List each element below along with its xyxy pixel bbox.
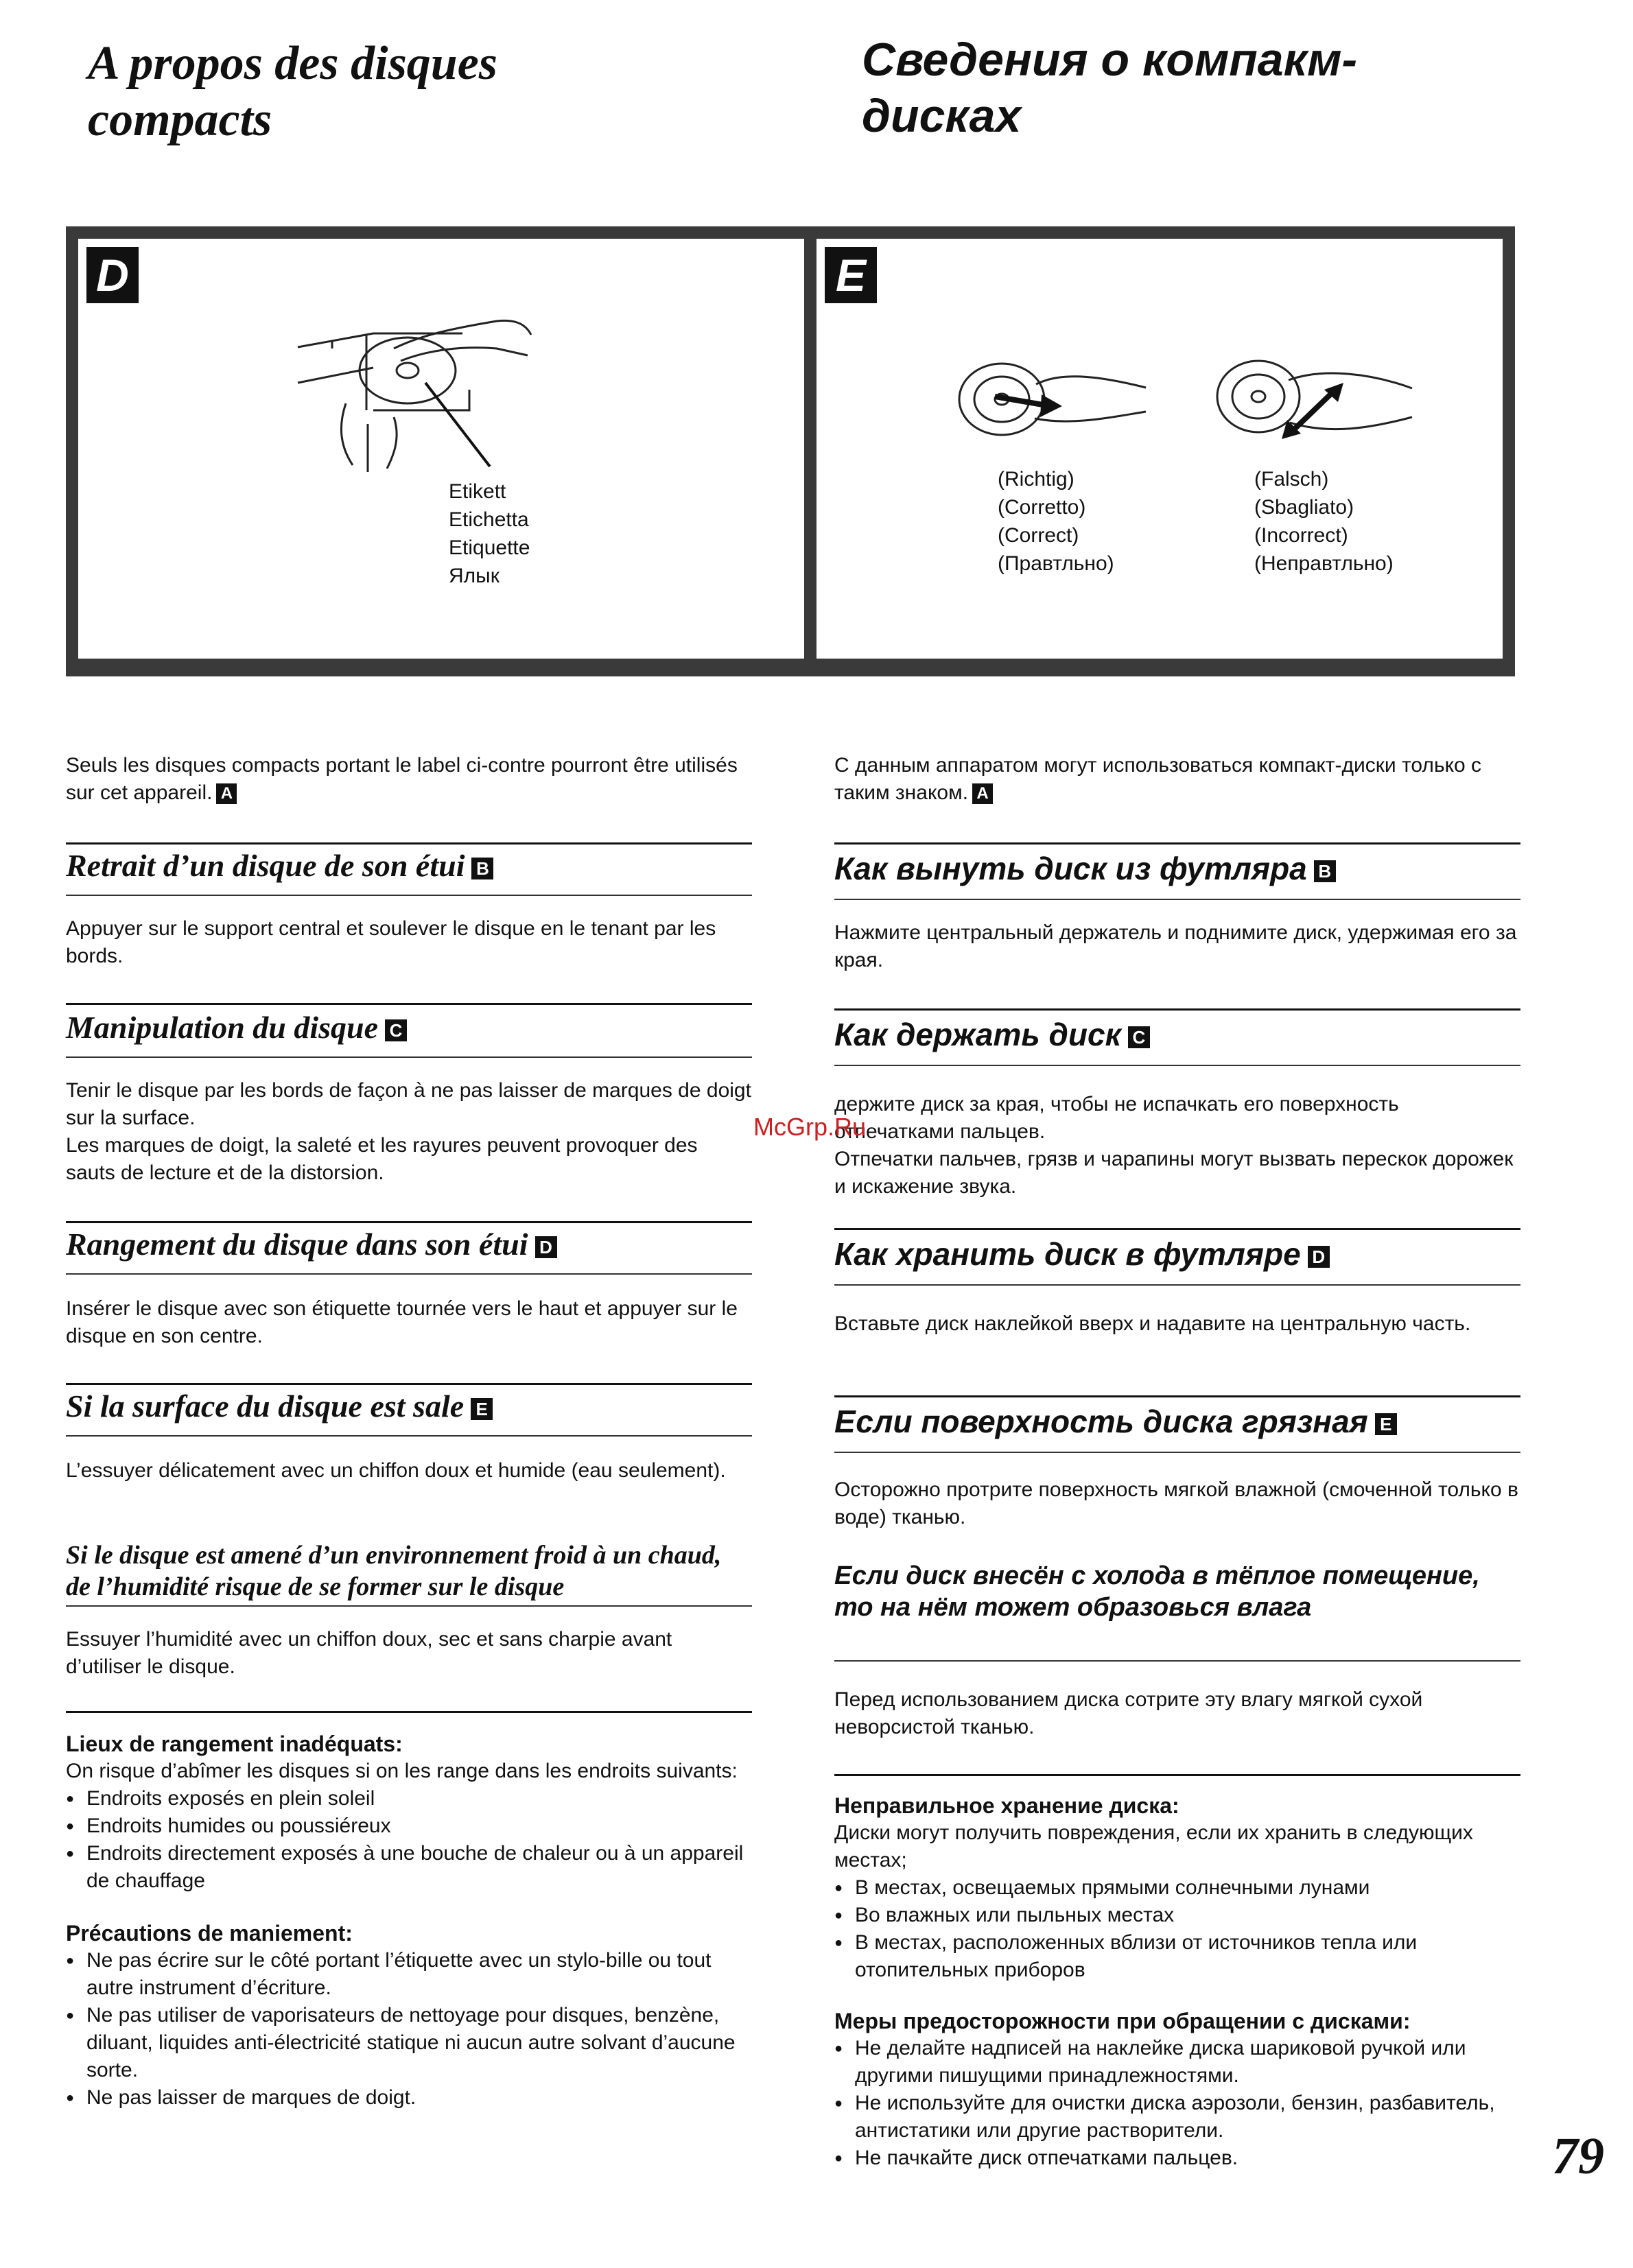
ru-text-condensation: Перед использованием диска сотрите эту влагу мягкой сухой неворсистой тканью. — [834, 1688, 1423, 1738]
fr-text-storing: Insérer le disque avec son étiquette tournée vers le haut et appuyer sur le disque en son centre. — [66, 1297, 738, 1347]
panel-badge-d: D — [86, 247, 139, 303]
ref-badge: B — [1314, 860, 1336, 882]
section-rule — [66, 1435, 752, 1437]
list-item: ● Endroits humides ou poussiéreux — [66, 1812, 752, 1840]
fr-heading-dirty: Si la surface du disque est sale E — [66, 1387, 493, 1426]
list-item: ● В местах, освещаемых прямыми солнечными лунами — [834, 1874, 1520, 1902]
section-rule — [66, 895, 752, 896]
incorrect-wipe-illustration — [1213, 354, 1419, 450]
section-rule — [66, 1605, 752, 1607]
section-rule — [834, 1452, 1520, 1453]
fr-storage-block: Lieux de rangement inadéquats: On risque d’abîmer les disques si on les range dans les endroits suivants: ● Endroits exposés en plein soleil ● Endroits humides ou poussiéreux ● Endroits directement exposés à une bouche de chaleur ou à un appareil de chauffage Précautions de maniement: ● Ne pas écrire sur le côté portant l’étiquette avec un stylo-bille ou tout autre instrument d’écriture. ● Ne pas utiliser de vaporisateurs de nettoyage pour disques, benzène, diluant, liquides anti-électricité statique ni aucun autre solvant d’aucune sorte. ● Ne pas laisser de marques de doigt. — [66, 1730, 752, 2112]
section-rule — [834, 1774, 1520, 1776]
list-item: ● Endroits directement exposés à une bouche de chaleur ou à un appareil de chauffage — [66, 1840, 752, 1895]
label-list-incorrect: (Falsch) (Sbagliato) (Incorrect) (Неправтльно) — [1254, 468, 1394, 575]
list-item: ● Endroits exposés en plein soleil — [66, 1785, 752, 1812]
ru-heading-dirty: Если поверхность диска грязная E — [834, 1402, 1397, 1441]
section-rule — [834, 1008, 1520, 1011]
ru-handling-heading: Меры предосторожности при обращении с дисками: — [834, 2009, 1411, 2033]
ru-heading-handling: Как держать диск C — [834, 1015, 1150, 1054]
section-rule — [66, 1056, 752, 1058]
fr-heading-storing: Rangement du disque dans son étui D — [66, 1225, 557, 1264]
ref-badge: C — [1128, 1026, 1150, 1048]
list-item: ● В местах, расположенных вблизи от источников тепла или отопительных приборов — [834, 1929, 1520, 1984]
ru-heading-condensation: Если диск внесён с холода в тёплое помещение, то на нём тожет образовься влага — [834, 1561, 1480, 1622]
fr-storage-heading: Lieux de rangement inadéquats: — [66, 1732, 403, 1756]
fr-intro: Seuls les disques compacts portant le label ci-contre pourront être utilisés sur cet appareil. A — [66, 754, 738, 804]
fr-text-condensation: Essuyer l’humidité avec un chiffon doux, sec et sans charpie avant d’utiliser le disque. — [66, 1628, 672, 1678]
label-list-correct: (Richtig) (Corretto) (Correct) (Правтльно) — [998, 468, 1114, 575]
panel-badge-e: E — [825, 247, 877, 303]
fr-heading-condensation: Si le disque est amené d’un environnement froid à un chaud, de l’humidité risque de se former sur le disque — [66, 1541, 722, 1601]
list-item: ● Ne pas utiliser de vaporisateurs de nettoyage pour disques, benzène, diluant, liquides anti-électricité statique ni aucun autre solvant d’aucune sorte. — [66, 2002, 752, 2084]
ru-storage-list — [834, 1874, 1520, 1984]
section-rule — [834, 899, 1520, 900]
list-item: ● Ne pas laisser de marques de doigt. — [66, 2084, 752, 2112]
fr-text-remove: Appuyer sur le support central et soulever le disque en le tenant par les bords. — [66, 917, 716, 967]
section-rule — [834, 1065, 1520, 1066]
page-number: 79 — [1552, 2127, 1604, 2185]
ru-text-handling: держите диск за края, чтобы не испачкать его поверхность отпечатками пальцев. Отпечатки пальчев, грязв и чарапины могут вызвать перескок дорожек и искажение звука. — [834, 1093, 1514, 1198]
section-rule — [834, 842, 1520, 844]
list-item: ● Не пачкайте диск отпечатками пальцев. — [834, 2145, 1520, 2172]
ru-storage-block: Неправильное хранение диска: Диски могут получить повреждения, если их хранить в следующих местах; ● В местах, освещаемых прямыми солнечными лунами ● Во влажных или пыльных местах ● В местах, расположенных вблизи от источников тепла или отопительных приборов Меры предосторожности при обращении с дисками: ● Не делайте надписей на наклейке диска шариковой ручкой или другими пишущими принадлежностями. ● Не используйте для очистки диска аэрозоли, бензин, разбавитель, антистатики или другие растворители. ● Не пачкайте диск отпечатками пальцев. — [834, 1792, 1520, 2172]
ref-badge: B — [471, 858, 493, 879]
figure-panel-e — [816, 239, 1503, 659]
section-rule — [66, 1273, 752, 1275]
ru-handling-list — [834, 2035, 1520, 2172]
fr-storage-list — [66, 1785, 752, 1895]
ref-badge: D — [535, 1236, 557, 1258]
ru-storage-heading: Неправильное хранение диска: — [834, 1793, 1179, 1818]
ref-badge: E — [1375, 1413, 1397, 1435]
page-title-fr: A propos des disques compacts — [88, 37, 498, 146]
fr-handling-heading: Précautions de maniement: — [66, 1921, 353, 1946]
ref-badge: A — [972, 783, 993, 804]
section-rule — [834, 1660, 1520, 1662]
figure-panel-d — [78, 239, 804, 659]
section-rule — [834, 1395, 1520, 1397]
list-item: ● Ne pas écrire sur le côté portant l’étiquette avec un stylo-bille ou tout autre instrument d’écriture. — [66, 1947, 752, 2002]
ru-heading-storing: Как хранить диск в футляре D — [834, 1235, 1330, 1273]
fr-heading-remove: Retrait d’un disque de son étui B — [66, 847, 493, 885]
section-rule — [66, 1711, 752, 1713]
watermark: McGrp.Ru — [753, 1113, 867, 1141]
section-rule — [66, 842, 752, 844]
section-rule — [834, 1228, 1520, 1230]
correct-wipe-illustration — [954, 357, 1153, 439]
ru-text-remove: Нажмите центральный держатель и поднимите диск, удержимая его за края. — [834, 921, 1517, 971]
ref-badge: A — [216, 783, 237, 804]
page-title-ru: Сведения о компакм- дисках — [862, 34, 1358, 142]
ref-badge: C — [385, 1019, 407, 1041]
fr-text-handling: Tenir le disque par les bords de façon à ne pas laisser de marques de doigt sur la surface. Les marques de doigt, la saleté et les rayures peuvent provoquer des sauts de lecture et de la distorsion. — [66, 1079, 751, 1184]
ru-heading-remove: Как вынуть диск из футляра B — [834, 849, 1336, 888]
ref-badge: D — [1308, 1246, 1330, 1268]
list-item: ● Не делайте надписей на наклейке диска шариковой ручкой или другими пишущими принадлежностями. — [834, 2035, 1520, 2090]
label-list-d: Etikett Etichetta Etiquette Ялык — [449, 480, 530, 587]
section-rule — [66, 1003, 752, 1005]
list-item: ● Во влажных или пыльных местах — [834, 1902, 1520, 1929]
list-item: ● Не используйте для очистки диска аэрозоли, бензин, разбавитель, антистатики или другие растворители. — [834, 2090, 1520, 2145]
section-rule — [66, 1383, 752, 1385]
section-rule — [66, 1221, 752, 1223]
figure-frame — [66, 226, 1515, 676]
ru-intro: С данным аппаратом могут использоваться компакт-диски только с таким знаком. A — [834, 754, 1482, 804]
fr-handling-list — [66, 1947, 752, 2112]
ref-badge: E — [471, 1398, 493, 1420]
section-rule — [834, 1284, 1520, 1286]
fr-heading-handling: Manipulation du disque C — [66, 1008, 407, 1047]
fr-text-dirty: L’essuyer délicatement avec un chiffon doux et humide (eau seulement). — [66, 1459, 726, 1482]
ru-text-storing: Вставьте диск наклейкой вверх и надавите на центральную часть. — [834, 1312, 1471, 1335]
disc-case-illustration — [291, 307, 538, 472]
ru-text-dirty: Осторожно протрите поверхность мягкой влажной (смоченной только в воде) тканью. — [834, 1478, 1518, 1528]
